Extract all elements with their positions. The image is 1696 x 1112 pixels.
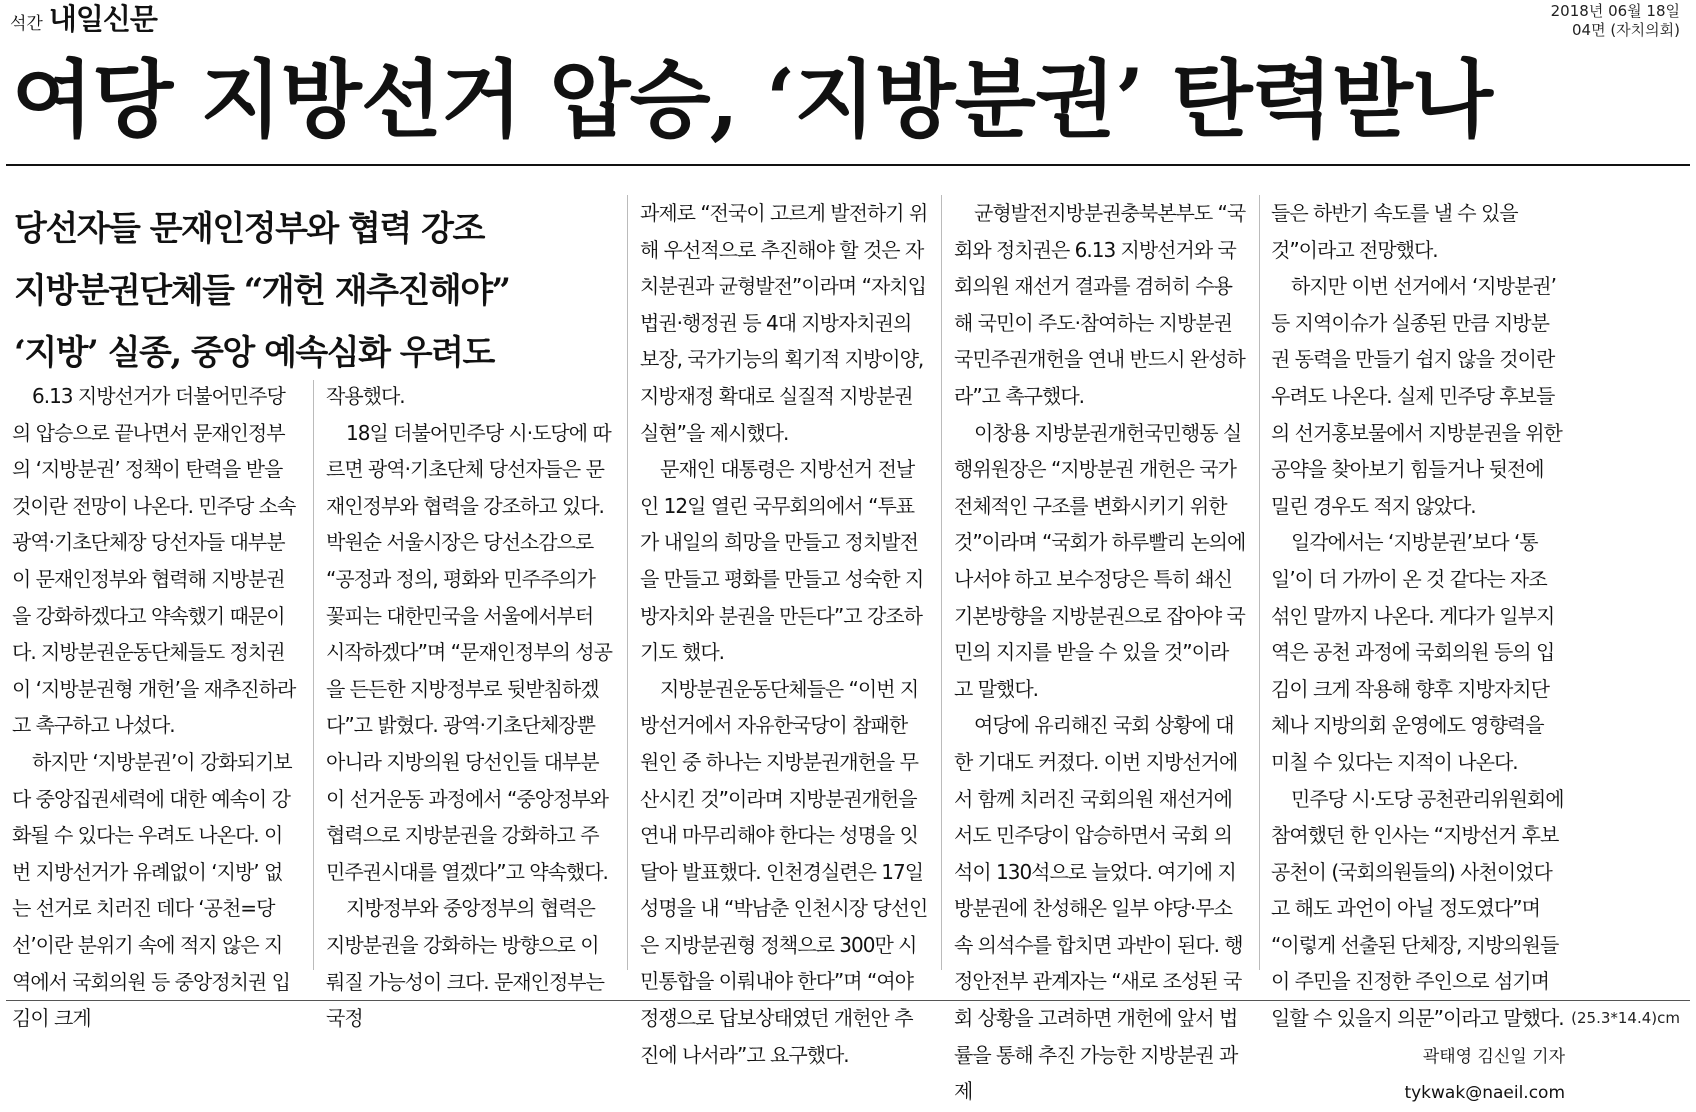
headline-rule <box>6 164 1690 166</box>
article-column-4 <box>954 195 1246 1110</box>
masthead-logo: 내일신문 <box>48 2 157 36</box>
column-divider <box>313 380 314 970</box>
footer-rule <box>6 1000 1690 1001</box>
paragraph: 하지만 이번 선거에서 ‘지방분권’ 등 지역이슈가 실종된 만큼 지방분권 동력을 만들기 쉽지 않을 것이란 우려도 나온다. 실제 민주당 후보들의 선거홍보물에서 지방분권을 위한 공약을 찾아보기 힘들거나 뒷전에 밀린 경우도 적지 않았다. <box>1271 274 1562 518</box>
publication-page: 04면 (자치의회) <box>1571 21 1680 39</box>
article-column-5 <box>1271 195 1565 1112</box>
subheads <box>14 198 614 384</box>
paragraph: 이창용 지방분권개헌국민행동 실행위원장은 “지방분권 개헌은 국가 전체적인 구조를 변화시키기 위한 것”이라며 “국회가 하루빨리 논의에 나서야 하고 보수정당은 특히 쇄신 기본방향을 지방분권으로 잡아야 국민의 지지를 받을 수 있을 것”이라고 말했다. <box>954 420 1246 701</box>
paragraph: 지방분권운동단체들은 “이번 지방선거에서 자유한국당이 참패한 원인 중 하나는 지방분권개헌을 무산시킨 것”이라며 지방분권개헌을 연내 마무리해야 한다는 성명을 잇달아 발표했다. 인천경실련은 17일 성명을 내 “박남춘 인천시장 당선인은 지방분권형 정책으로 300만 시민통합을 이뤄내야 한다”며 “여야 정쟁으로 답보상태였던 개헌안 추진에 나서라”고 요구했다. <box>640 676 928 1067</box>
paragraph: 민주당 시·도당 공천관리위원회에 참여했던 한 인사는 “지방선거 후보 공천이 (국회의원들의) 사천이었다고 해도 과언이 아닐 정도였다”며 “이렇게 선출된 단체장, 지방의원들이 주민을 진정한 주인으로 섬기며 일할 수 있을지 의문”이라고 말했다. <box>1271 786 1564 1031</box>
paragraph: 일각에서는 ‘지방분권’보다 ‘통일’이 더 가까이 온 것 같다는 자조 섞인 말까지 나온다. 게다가 일부지역은 공천 과정에 국회의원 등의 입김이 크게 작용해 향후 지방자치단체나 지방의회 운영에도 영향력을 미칠 수 있다는 지적이 나온다. <box>1271 530 1555 774</box>
paragraph: 균형발전지방분권충북본부도 “국회와 정치권은 6.13 지방선거와 국회의원 재선거 결과를 겸허히 수용해 국민이 주도·참여하는 지방분권 국민주권개헌을 연내 반드시 완성하라”고 촉구했다. <box>954 201 1246 408</box>
paragraph: 18일 더불어민주당 시·도당에 따르면 광역·기초단체 당선자들은 문재인정부와 협력을 강조하고 있다. 박원순 서울시장은 당선소감으로 “공정과 정의, 평화와 민주주의가 꽃피는 대한민국을 서울에서부터 시작하겠다”며 “문재인정부의 성공을 든든한 지방정부로 뒷받침하겠다”고 밝혔다. 광역·기초단체장뿐 아니라 지방의원 당선인들 대부분이 선거운동 과정에서 “중앙정부와 협력으로 지방분권을 강화하고 주민주권시대를 열겠다”고 약속했다. <box>326 420 612 884</box>
paragraph: 작용했다. <box>326 384 405 408</box>
paragraph: 과제로 “전국이 고르게 발전하기 위해 우선적으로 추진해야 할 것은 자치분권과 균형발전”이라며 “자치입법권·행정권 등 4대 지방자치권의 보장, 국가기능의 획기적 지방이양, 지방재정 확대로 실질적 지방분권 실현”을 제시했다. <box>640 201 928 445</box>
column-divider <box>1259 195 1260 970</box>
paragraph: 여당에 유리해진 국회 상황에 대한 기대도 커졌다. 이번 지방선거에서 함께 치러진 국회의원 재선거에서도 민주당이 압승하면서 국회 의석이 130석으로 늘었다. 여기에 지방분권에 찬성해온 일부 야당·무소속 의석수를 합치면 과반이 된다. 행정안전부 관계자는 “새로 조성된 국회 상황을 고려하면 개헌에 앞서 법률을 통해 추진 가능한 지방분권 과제 <box>954 713 1243 1104</box>
column-divider <box>627 195 628 970</box>
paragraph: 들은 하반기 속도를 낼 수 있을 것”이라고 전망했다. <box>1271 201 1518 262</box>
article-column-1 <box>12 378 300 1037</box>
masthead <box>10 4 157 38</box>
article-column-2 <box>326 378 614 1037</box>
article-column-3 <box>640 195 928 1073</box>
column-divider <box>941 195 942 970</box>
subhead-2: 지방분권단체들 “개헌 재추진해야” <box>14 271 510 311</box>
subhead-1: 당선자들 문재인정부와 협력 강조 <box>14 209 484 249</box>
masthead-edition: 석간 <box>10 14 43 34</box>
byline: 곽태영 김신일 기자 tykwak@naeil.com <box>1404 1046 1565 1104</box>
publication-date: 2018년 06월 18일 <box>1550 2 1680 20</box>
paragraph: 하지만 ‘지방분권’이 강화되기보다 중앙집권세력에 대한 예속이 강화될 수 있다는 우려도 나온다. 이번 지방선거가 유례없이 ‘지방’ 없는 선거로 치러진 데다 ‘공천=당선’이란 분위기 속에 적지 않은 지역에서 국회의원 등 중앙정치권 입김이 크게 <box>12 749 292 1031</box>
article-size-note: (25.3*14.4)cm <box>1571 1009 1680 1027</box>
paragraph: 6.13 지방선거가 더불어민주당의 압승으로 끝나면서 문재인정부의 ‘지방분권’ 정책이 탄력을 받을 것이란 전망이 나온다. 민주당 소속 광역·기초단체장 당선자들 대부분이 문재인정부와 협력해 지방분권을 강화하겠다고 약속했기 때문이다. 지방분권운동단체들도 정치권이 ‘지방분권형 개헌’을 재추진하라고 촉구하고 나섰다. <box>12 384 296 738</box>
publication-meta <box>1551 2 1680 40</box>
paragraph: 문재인 대통령은 지방선거 전날인 12일 열린 국무회의에서 “투표가 내일의 희망을 만들고 정치발전을 만들고 평화를 만들고 성숙한 지방자치와 분권을 만든다”고 강조하기도 했다. <box>640 457 924 665</box>
headline: 여당 지방선거 압승, ‘지방분권’ 탄력받나 <box>12 50 1493 149</box>
subhead-3: ‘지방’ 실종, 중앙 예속심화 우려도 <box>14 333 494 373</box>
paragraph: 지방정부와 중앙정부의 협력은 지방분권을 강화하는 방향으로 이뤄질 가능성이 크다. 문재인정부는 국정 <box>326 896 604 1031</box>
